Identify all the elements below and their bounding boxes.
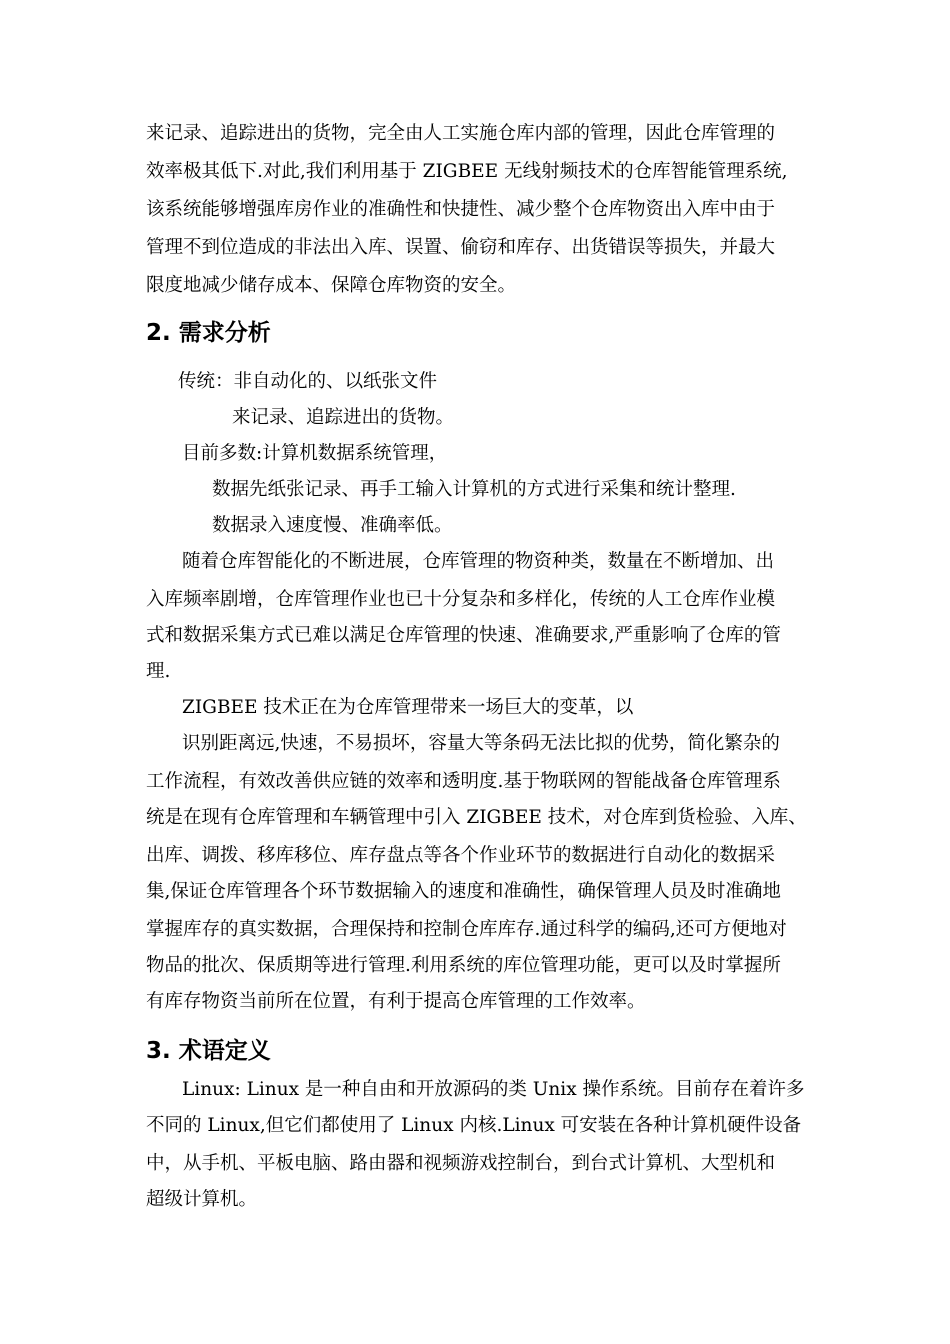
text-line: 式和数据采集方式已难以满足仓库管理的快速、准确要求,严重影响了仓库的管: [146, 625, 781, 646]
text-line: 传统：非自动化的、以纸张文件: [178, 371, 438, 392]
text-line: 工作流程，有效改善供应链的效率和透明度.基于物联网的智能战备仓库管理系: [146, 771, 781, 792]
section-heading-requirements: 2. 需求分析: [146, 320, 271, 346]
text-line: 管理不到位造成的非法出入库、误置、偷窃和库存、出货错误等损失，并最大: [146, 237, 776, 258]
text-line: 集,保证仓库管理各个环节数据输入的速度和准确性，确保管理人员及时准确地: [146, 881, 781, 902]
text-line: 不同的 Linux,但它们都使用了 Linux 内核.Linux 可安装在各种计算机硬件设备: [146, 1115, 802, 1136]
text-line: 入库频率剧增，仓库管理作业也已十分复杂和多样化，传统的人工仓库作业模: [146, 589, 776, 610]
text-line: 随着仓库智能化的不断进展，仓库管理的物资种类，数量在不断增加、出: [182, 551, 775, 572]
text-line: 物品的批次、保质期等进行管理.利用系统的库位管理功能，更可以及时掌握所: [146, 955, 781, 976]
text-line: 掌握库存的真实数据，合理保持和控制仓库库存.通过科学的编码,还可方便地对: [146, 919, 787, 940]
section-heading-terms: 3. 术语定义: [146, 1038, 271, 1064]
text-line: Linux: Linux 是一种自由和开放源码的类 Unix 操作系统。目前存在着许多: [182, 1079, 805, 1100]
text-line: 超级计算机。: [146, 1189, 258, 1210]
text-line: 统是在现有仓库管理和车辆管理中引入 ZIGBEE 技术，对仓库到货检验、入库、: [146, 807, 807, 828]
text-line: 数据录入速度慢、准确率低。: [212, 515, 453, 536]
text-line: ZIGBEE 技术正在为仓库管理带来一场巨大的变革，以: [182, 697, 634, 718]
text-line: 来记录、追踪进出的货物。: [232, 407, 455, 428]
text-line: 理.: [146, 661, 171, 682]
text-line: 有库存物资当前所在位置，有利于提高仓库管理的工作效率。: [146, 991, 646, 1012]
text-line: 限度地减少储存成本、保障仓库物资的安全。: [146, 275, 517, 296]
text-line: 中，从手机、平板电脑、路由器和视频游戏控制台，到台式计算机、大型机和: [146, 1153, 776, 1174]
text-line: 数据先纸张记录、再手工输入计算机的方式进行采集和统计整理.: [212, 479, 736, 500]
text-line: 来记录、追踪进出的货物，完全由人工实施仓库内部的管理，因此仓库管理的: [146, 123, 776, 144]
text-line: 该系统能够增强库房作业的准确性和快捷性、减少整个仓库物资出入库中由于: [146, 199, 776, 220]
text-line: 识别距离远,快速，不易损坏，容量大等条码无法比拟的优势，简化繁杂的: [182, 733, 780, 754]
text-line: 目前多数:计算机数据系统管理，: [182, 443, 448, 464]
text-line: 出库、调拨、移库移位、库存盘点等各个作业环节的数据进行自动化的数据采: [146, 845, 776, 866]
text-line: 效率极其低下.对此,我们利用基于 ZIGBEE 无线射频技术的仓库智能管理系统,: [146, 161, 788, 182]
